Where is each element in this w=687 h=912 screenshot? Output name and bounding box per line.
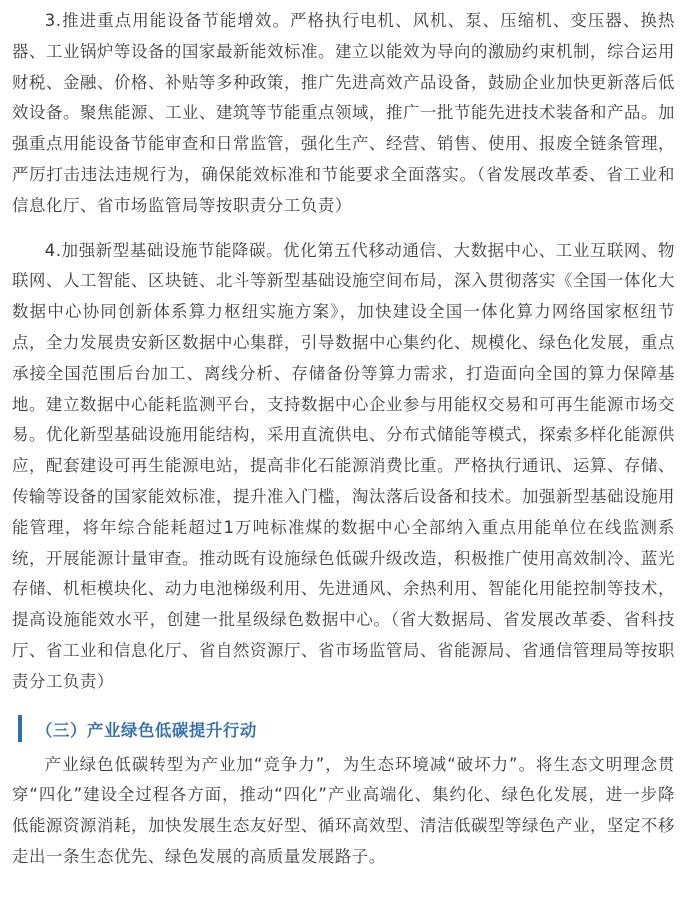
paragraph-industry-green: 产业绿色低碳转型为产业加“竞争力”，为生态环境减“破坏力”。将生态文明理念贯穿“四化”建设全过程各方面，推动“四化”产业高端化、集约化、绿色化发展，进一步降低能源资源消耗，加快发展生态友好型、循环高效型、清洁低碳型等绿色产业，坚定不移走出一条生态优先、绿色发展的高质量发展路子。 xyxy=(12,754,675,866)
section-heading-title: （三）产业绿色低碳提升行动 xyxy=(36,720,257,740)
heading-accent-bar xyxy=(18,715,22,742)
spacer xyxy=(12,698,675,714)
section-heading xyxy=(18,714,675,744)
paragraph-equipment-efficiency: 3.推进重点用能设备节能增效。严格执行电机、风机、泵、压缩机、变压器、换热器、工业锅炉等设备的国家最新能效标准。建立以能效为导向的激励约束机制，综合运用财税、金融、价格、补贴等多种政策，推广先进高效产品设备，鼓励企业加快更新落后低效设备。聚焦能源、工业、建筑等节能重点领域，推广一批节能先进技术装备和产品。加强重点用能设备节能审查和日常监管，强化生产、经营、销售、使用、报废全链条管理，严厉打击违法违规行为，确保能效标准和节能要求全面落实。（省发展改革委、省工业和信息化厅、省市场监管局等按职责分工负责） xyxy=(12,11,675,215)
spacer xyxy=(12,222,675,236)
paragraph-new-infrastructure: 4.加强新型基础设施节能降碳。优化第五代移动通信、大数据中心、工业互联网、物联网、人工智能、区块链、北斗等新型基础设施空间布局，深入贯彻落实《全国一体化大数据中心协同创新体系算力枢纽实施方案》，加快建设全国一体化算力网络国家枢纽节点，全力发展贵安新区数据中心集群，引导数据中心集约化、规模化、绿色化发展，重点承接全国范围后台加工、离线分析、存储备份等算力需求，打造面向全国的算力保障基地。建立数据中心能耗监测平台，支持数据中心企业参与用能权交易和可再生能源市场交易。优化新型基础设施用能结构，采用直流供电、分布式储能等模式，探索多样化能源供应，配套建设可再生能源电站，提高非化石能源消费比重。严格执行通讯、运算、存储、传输等设备的国家能效标准，提升准入门槛，淘汰落后设备和技术。加强新型基础设施用能管理，将年综合能耗超过1万吨标准煤的数据中心全部纳入重点用能单位在线监测系统，开展能源计量审查。推动既有设施绿色低碳升级改造，积极推广使用高效制冷、蓝光存储、机柜模块化、动力电池梯级利用、先进通风、余热利用、智能化用能控制等技术，提高设施能效水平，创建一批星级绿色数据中心。（省大数据局、省发展改革委、省科技厅、省工业和信息化厅、省自然资源厅、省市场监管局、省能源局、省通信管理局等按职责分工负责） xyxy=(12,240,675,691)
